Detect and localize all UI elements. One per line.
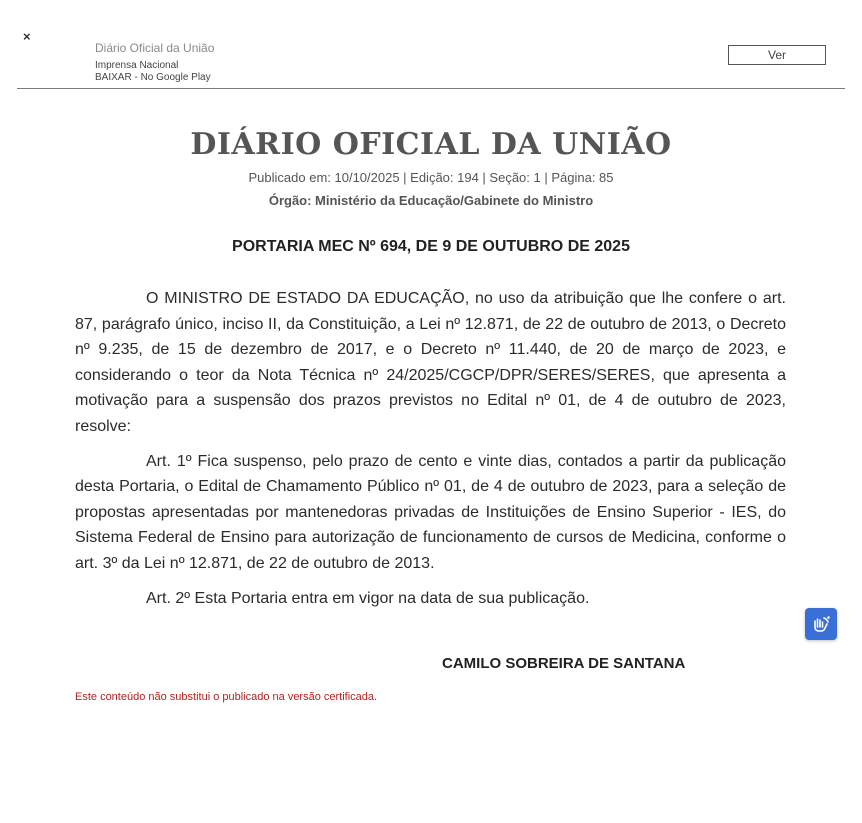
paragraph-art-2: Art. 2º Esta Portaria entra em vigor na data de sua publicação. [146,589,590,607]
signature: CAMILO SOBREIRA DE SANTANA [442,655,686,672]
banner-download-text: BAIXAR - No Google Play [95,72,211,83]
hands-sign-language-icon [810,613,832,635]
page-title: DIÁRIO OFICIAL DA UNIÃO [190,127,672,162]
publication-meta: Publicado em: 10/10/2025 | Edição: 194 | Seção: 1 | Página: 85 [248,170,614,185]
close-icon[interactable]: × [23,29,31,44]
organ-label: Órgão: Ministério da Educação/Gabinete do Ministro [268,193,594,208]
app-banner [17,0,845,89]
banner-app-title: Diário Oficial da União [95,41,215,55]
banner-publisher: Imprensa Nacional [95,60,179,71]
disclaimer-text: Este conteúdo não substitui o publicado na versão certificada. [75,691,378,703]
paragraph-preamble: O MINISTRO DE ESTADO DA EDUCAÇÃO, no uso da atribuição que lhe confere o art. 87, parágrafo único, inciso II, da Constituição, a Lei nº 12.871, de 22 de outubro de 2013, o Decreto nº 9.235, de 15 de dezembro de 2017, e o Decreto nº 11.440, de 20 de março de 2023, e considerando o teor da Nota Técnica nº 24/2025/CGCP/DPR/SERES/SERES, que apresenta a motivação para a suspensão dos prazos previstos no Edital nº 01, de 4 de outubro de 2023, resolve: [75,290,786,435]
document-body [75,286,786,620]
view-button[interactable]: Ver [728,45,826,65]
accessibility-button[interactable] [805,608,837,640]
portaria-title: PORTARIA MEC Nº 694, DE 9 DE OUTUBRO DE 2025 [232,238,630,255]
paragraph-art-1: Art. 1º Fica suspenso, pelo prazo de cento e vinte dias, contados a partir da publicação desta Portaria, o Edital de Chamamento Público nº 01, de 4 de outubro de 2023, para a seleção de propostas apresentadas por mantenedoras privadas de Instituições de Ensino Superior - IES, do Sistema Federal de Ensino para autorização de funcionamento de cursos de Medicina, conforme o art. 3º da Lei nº 12.871, de 22 de outubro de 2013. [75,452,786,572]
